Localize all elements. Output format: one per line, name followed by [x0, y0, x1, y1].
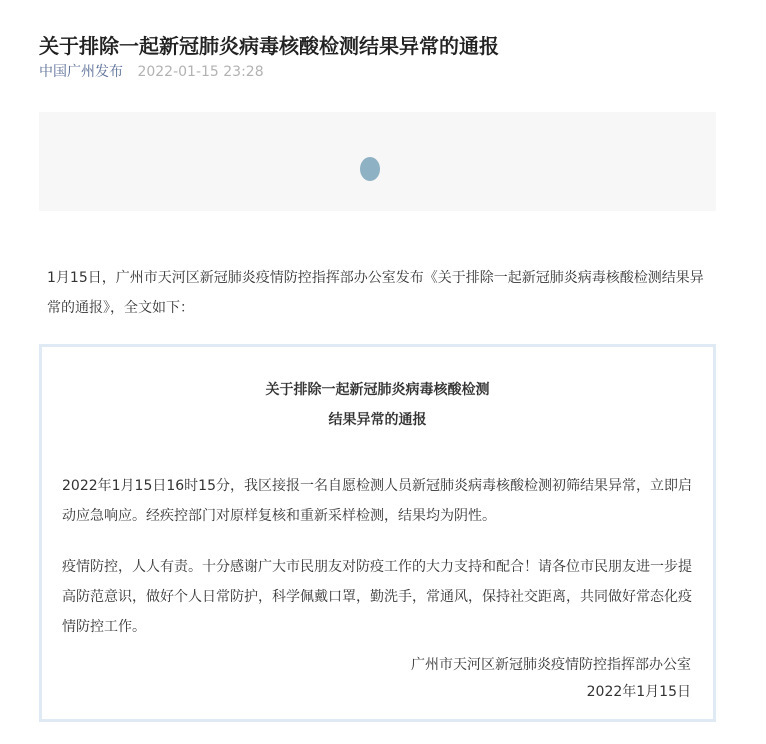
notice-title-line2: 结果异常的通报 [328, 412, 427, 428]
article-meta [39, 62, 264, 82]
article-publish-time: 2022-01-15 23:28 [137, 64, 264, 80]
notice-signature: 广州市天河区新冠肺炎疫情防控指挥部办公室 [411, 657, 691, 673]
notice-box [39, 344, 716, 722]
article-title: 关于排除一起新冠肺炎病毒核酸检测结果异常的通报 [39, 34, 499, 59]
article-intro: 1月15日，广州市天河区新冠肺炎疫情防控指挥部办公室发布《关于排除一起新冠肺炎病毒核酸检测结果异常的通报》，全文如下： [47, 270, 704, 316]
loading-spinner-icon [360, 157, 380, 181]
notice-date: 2022年1月15日 [586, 684, 691, 700]
notice-title-line1: 关于排除一起新冠肺炎病毒核酸检测 [265, 382, 490, 398]
article-source-link[interactable]: 中国广州发布 [39, 64, 123, 80]
notice-paragraph-2: 疫情防控，人人有责。十分感谢广大市民朋友对防疫工作的大力支持和配合！请各位市民朋友进一步提高防范意识，做好个人日常防护，科学佩戴口罩，勤洗手，常通风，保持社交距离，共同做好常态化疫情防控工作。 [62, 559, 692, 635]
embedded-media-placeholder[interactable] [39, 112, 716, 211]
notice-title [42, 375, 713, 435]
notice-paragraph-1: 2022年1月15日16时15分，我区接报一名自愿检测人员新冠肺炎病毒核酸检测初筛结果异常，立即启动应急响应。经疾控部门对原样复核和重新采样检测，结果均为阴性。 [62, 478, 692, 524]
